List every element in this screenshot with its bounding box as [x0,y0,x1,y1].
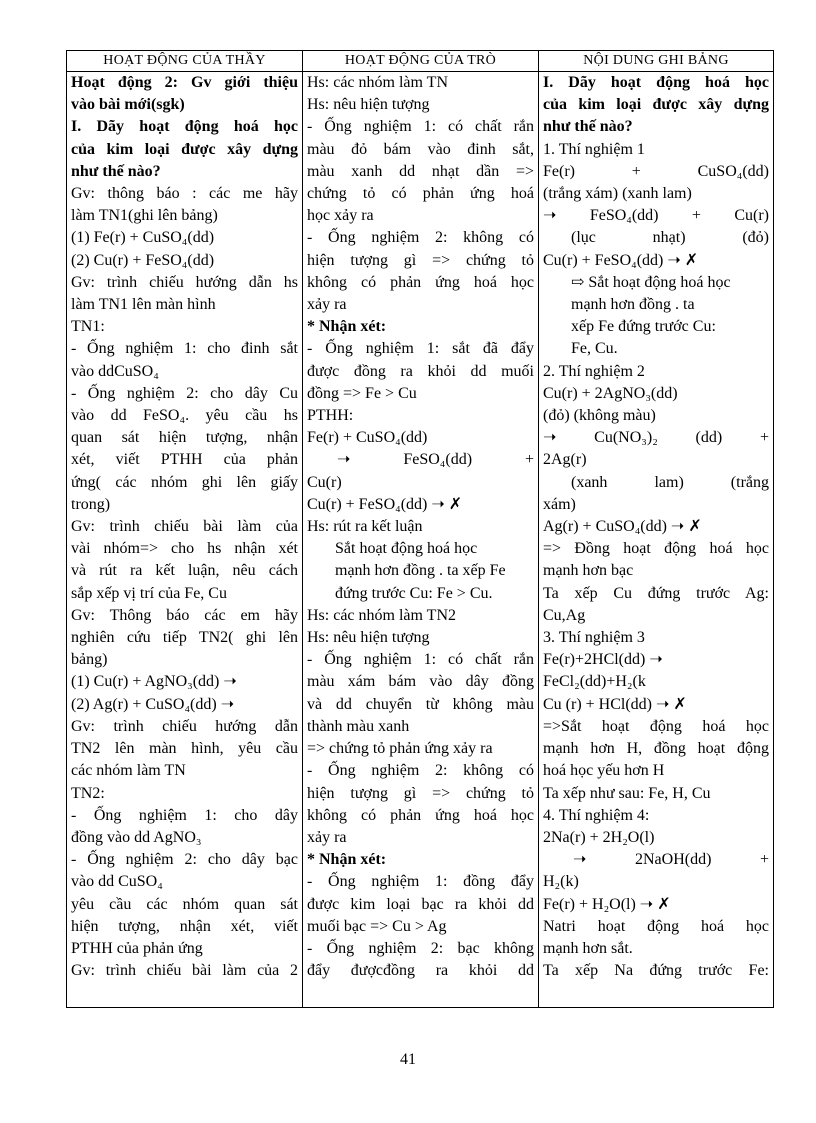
text-line: Hs: các nhóm làm TN [307,74,449,91]
text-line: (2) Ag(r) + CuSO₄(dd) ➝ [71,695,235,713]
text-line: Cu(r) [307,473,342,491]
text-line: (xanh lam) (trắng [571,473,769,491]
text-line: Ta xếp như sau: Fe, H, Cu [543,784,711,802]
text-line: (1) Fe(r) + CuSO₄(dd) [71,229,215,247]
text-line: * Nhận xét: [307,851,387,869]
header-board: NỘI DUNG GHI BẢNG [539,51,774,72]
page-number: 41 [400,1051,416,1068]
text-line: mạnh hơn sắt. [543,939,633,957]
text-line: - Ống nghiệm 2: không có [307,762,534,780]
text-line: Cu(r) + FeSO₄(dd) ➝ ✗ [543,251,699,269]
text-line: mạnh hơn H, đồng hoạt động [543,740,769,758]
text-line: Gv: Thông báo các em hãy [71,606,298,624]
text-line: làm TN1(ghi lên bảng) [71,207,218,225]
text-line: không có phản ứng hoá học [307,806,534,824]
text-line: TN2: [71,784,105,802]
text-line: như thế nào? [71,162,161,180]
text-line: ➝ FeSO₄(dd) + Cu(r) [543,207,769,225]
text-line: Gv: trình chiếu hướng dẫn hs [71,273,298,291]
text-line: PTHH: [307,407,354,425]
text-line: Gv: trình chiếu bài làm của [71,518,298,536]
text-line: - Ống nghiệm 2: cho dây bạc [71,851,298,869]
text-line: Gv: trình chiếu bài làm của 2 [71,962,298,980]
text-line: ⇨ Sắt hoạt động hoá học [571,273,731,291]
text-line: học xảy ra [307,207,374,225]
text-line: ➝ 2NaOH(dd) + [573,851,769,869]
text-line: =>Sắt hoạt động hoá học [543,717,769,735]
text-line: - Ống nghiệm 2: bạc không [307,939,534,957]
header-student: HOẠT ĐỘNG CỦA TRÒ [303,51,539,72]
text-line: xảy ra [307,828,347,846]
lesson-table [66,50,774,1008]
text-line: hiện tượng gì => chứng tỏ [307,251,534,269]
text-line: Sắt hoạt động hoá học [335,540,478,558]
text-line: và dd chuyển từ không màu [307,695,534,713]
text-line: xảy ra [307,296,347,314]
text-line: Hoạt động 2: Gv giới thiệu [71,74,298,91]
text-line: quan sát hiện tượng, nhận [71,429,298,447]
text-line: Ag(r) + CuSO₄(dd) ➝ ✗ [543,518,702,536]
text-line: H₂(k) [543,873,579,891]
content-row [67,72,774,1008]
text-line: bảng) [71,651,108,669]
text-line: làm TN1 lên màn hình [71,296,216,314]
text-line: (1) Cu(r) + AgNO₃(dd) ➝ [71,673,237,691]
text-line: và rút ra kết luận, nêu cách [71,562,298,580]
text-line: không có phản ứng hoá học [307,273,534,291]
text-line: - Ống nghiệm 1: có chất rắn [307,651,534,669]
text-line: màu xanh dd nhạt dần => [307,162,534,180]
text-line: Fe(r)+2HCl(dd) ➝ [543,651,663,669]
text-line: hoá học yếu hơn H [543,762,665,780]
text-line: Ta xếp Na đứng trước Fe: [543,962,769,980]
text-line: 2. Thí nghiệm 2 [543,362,645,380]
text-line: hiện tượng gì => chứng tỏ [307,784,534,802]
text-line: I. Dãy hoạt động hoá học [71,118,298,136]
text-line: - Ống nghiệm 1: sắt đã đẩy [307,340,534,358]
text-line: Fe(r) + CuSO₄(dd) [307,429,428,447]
text-line: trong) [71,495,111,513]
text-line: của kim loại được xây dựng [543,96,769,114]
text-line: Gv: thông báo : các me hãy [71,185,298,203]
text-line: đồng vào dd AgNO₃ [71,828,202,846]
text-line: (2) Cu(r) + FeSO₄(dd) [71,251,215,269]
text-line: PTHH của phản ứng [71,939,203,957]
text-line: màu đỏ bám vào đinh sắt, [307,140,534,158]
text-line: - Ống nghiệm 1: cho đinh sắt [71,340,298,358]
text-line: sắp xếp vị trí của Fe, Cu [71,584,227,602]
text-line: Fe(r) + CuSO₄(dd) [543,162,769,180]
text-line: được kim loại bạc ra khỏi dd [307,895,534,913]
header-row [67,51,774,72]
text-line: - Ống nghiệm 1: có chất rắn [307,118,534,136]
text-line: => chứng tỏ phản ứng xảy ra [307,740,493,758]
text-line: thành màu xanh [307,717,410,735]
text-line: xám) [543,495,576,513]
text-line: hiện tượng, nhận xét, viết [71,917,298,935]
text-line: vào dd FeSO₄. yêu cầu hs [71,407,298,425]
text-line: - Ống nghiệm 2: cho dây Cu [71,384,298,402]
text-line: vào ddCuSO₄ [71,362,159,380]
text-line: mạnh hơn đồng . ta [571,296,695,314]
text-line: muối bạc => Cu > Ag [307,917,447,935]
text-line: ➝ Cu(NO₃)₂ (dd) + [543,429,769,447]
text-line: mạnh hơn đồng . ta xếp Fe [335,562,506,580]
text-line: đứng trước Cu: Fe > Cu. [335,584,493,602]
text-line: TN1: [71,318,105,336]
text-line: đẩy đượcđồng ra khỏi dd [307,962,534,980]
text-line: ứng( các nhóm ghi lên giấy [71,473,298,491]
text-line: Hs: nêu hiện tượng [307,96,430,114]
text-line: ➝ FeSO₄(dd) + [337,451,534,469]
text-line: Fe, Cu. [571,340,618,358]
text-line: mạnh hơn bạc [543,562,634,580]
text-line: 3. Thí nghiệm 3 [543,629,645,647]
text-line: được đồng ra khỏi dd muối [307,362,534,380]
text-line: của kim loại được xây dựng [71,140,298,158]
text-line: 4. Thí nghiệm 4: [543,806,650,824]
text-line: Ta xếp Cu đứng trước Ag: [543,584,769,602]
text-line: Hs: rút ra kết luận [307,518,423,536]
text-line: Gv: trình chiếu hướng dẫn [71,717,298,735]
text-line: Cu(r) + 2AgNO₃(dd) [543,384,678,402]
text-line: - Ống nghiệm 1: đồng đẩy [307,873,534,891]
text-line: TN2 lên màn hình, yêu cầu [71,740,298,758]
text-line: nghiên cứu tiếp TN2( ghi lên [71,629,298,647]
text-line: 2Ag(r) [543,451,587,469]
text-line: 2Na(r) + 2H₂O(l) [543,828,655,846]
text-line: vào dd CuSO₄ [71,873,163,891]
text-line: xét, viết PTHH của phản [71,451,298,469]
board-content-cell [539,72,774,1008]
text-line: chứng tỏ có phản ứng hoá [307,185,534,203]
text-line: Fe(r) + H₂O(l) ➝ ✗ [543,895,671,913]
text-line: * Nhận xét: [307,318,387,336]
text-line: (lục nhạt) (đỏ) [571,229,769,247]
text-line: Cu (r) + HCl(dd) ➝ ✗ [543,695,687,713]
text-line: (trắng xám) (xanh lam) [543,185,692,203]
text-line: 1. Thí nghiệm 1 [543,140,645,158]
teacher-activity-cell [67,72,303,1008]
text-line: I. Dãy hoạt động hoá học [543,74,769,91]
text-line: yêu cầu các nhóm quan sát [71,895,298,913]
text-line: vào bài mới(sgk) [71,96,185,114]
text-line: (đỏ) (không màu) [543,407,656,425]
text-line: như thế nào? [543,118,633,136]
text-line: màu xám bám vào dây đồng [307,673,534,691]
text-line: Natri hoạt động hoá học [543,917,769,935]
text-line: xếp Fe đứng trước Cu: [571,318,716,336]
text-line: Hs: nêu hiện tượng [307,629,430,647]
student-activity-cell [303,72,539,1008]
header-teacher: HOẠT ĐỘNG CỦA THẦY [67,51,303,72]
text-line: Cu,Ag [543,606,586,624]
text-line: Cu(r) + FeSO₄(dd) ➝ ✗ [307,495,463,513]
text-line: => Đồng hoạt động hoá học [543,540,769,558]
text-line: FeCl₂(dd)+H₂(k [543,673,646,691]
text-line: các nhóm làm TN [71,762,186,780]
text-line: đồng => Fe > Cu [307,384,417,402]
text-line: - Ống nghiệm 1: cho dây [71,806,298,824]
text-line: - Ống nghiệm 2: không có [307,229,534,247]
text-line: Hs: các nhóm làm TN2 [307,606,457,624]
text-line: vài nhóm=> cho hs nhận xét [71,540,298,558]
